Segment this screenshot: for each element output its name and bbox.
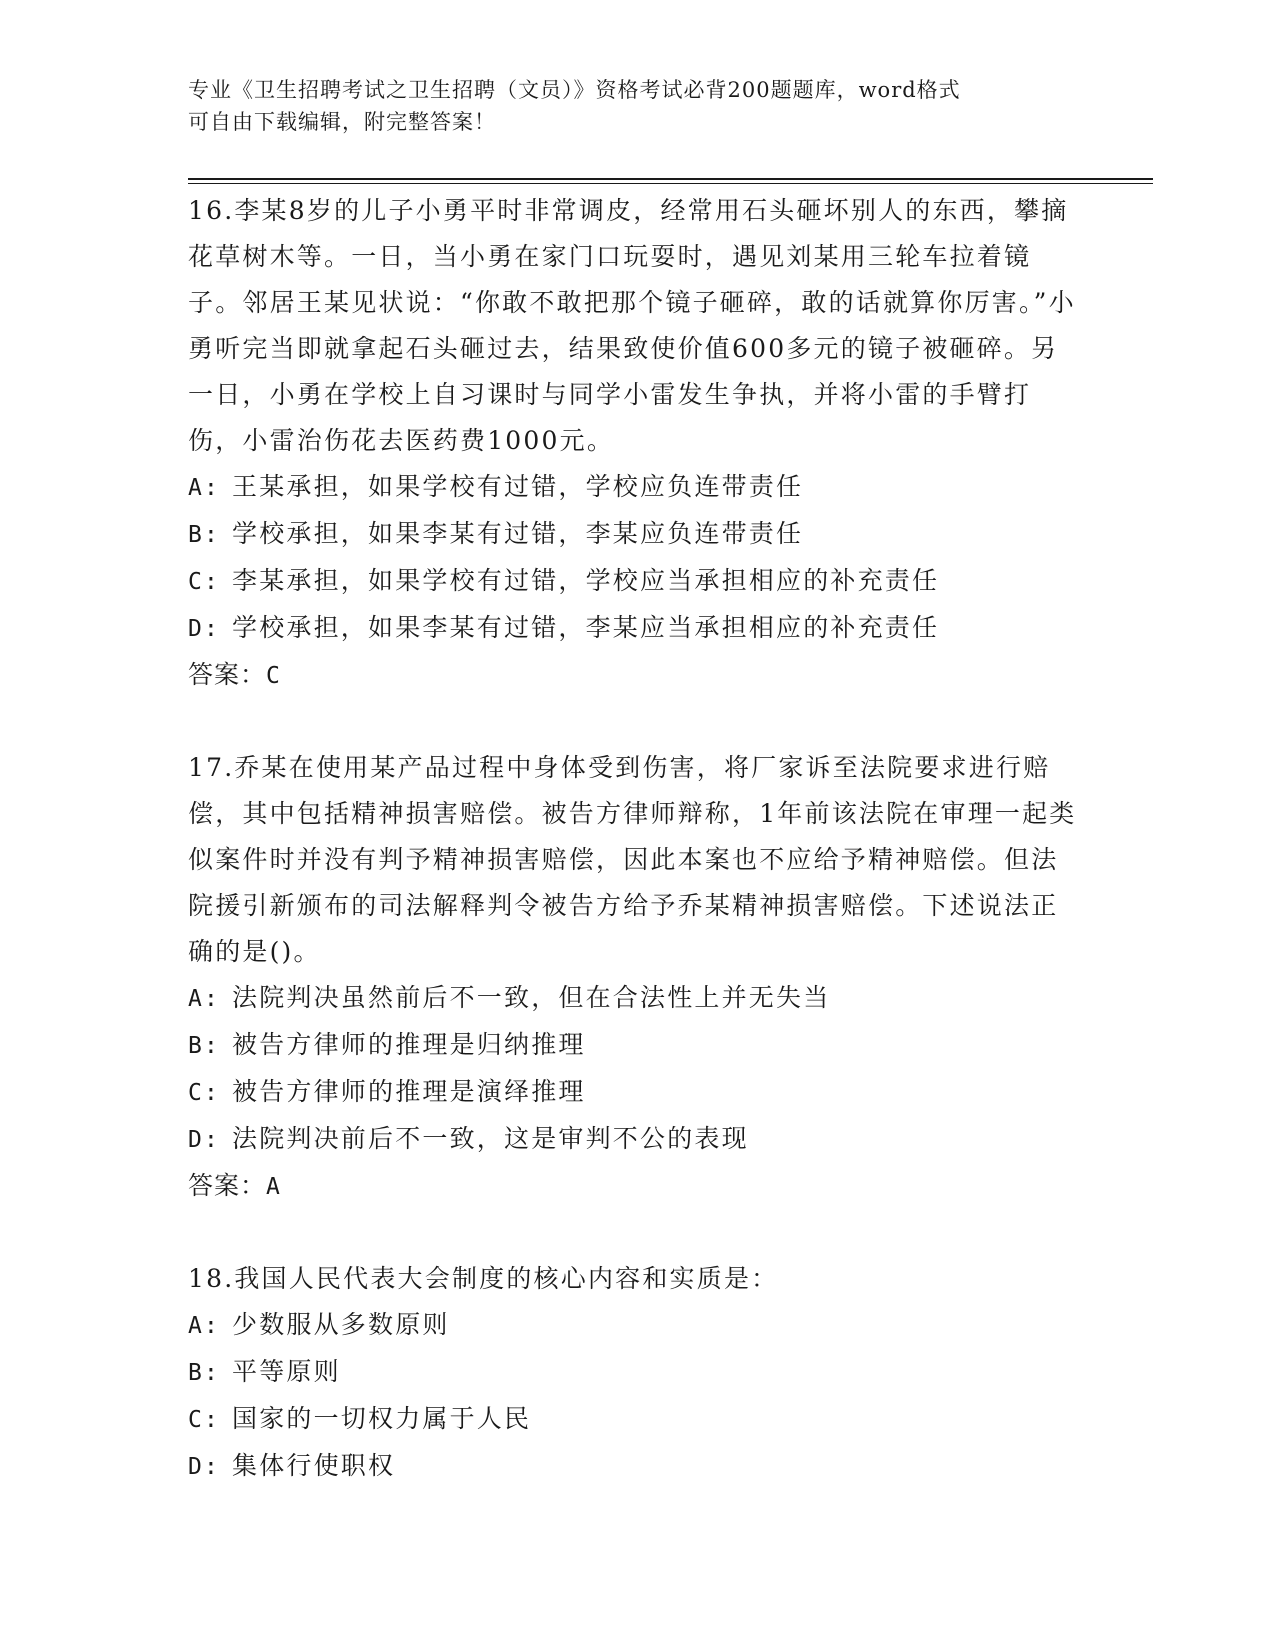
option-d xyxy=(188,1443,1088,1490)
option-text: 被告方律师的推理是归纳推理 xyxy=(232,1030,586,1059)
header-divider-thick xyxy=(188,178,1153,180)
question-stem xyxy=(188,745,1078,975)
question-18 xyxy=(188,1256,1088,1490)
option-text: 王某承担，如果学校有过错，学校应负连带责任 xyxy=(232,472,804,501)
question-text: 我国人民代表大会制度的核心内容和实质是： xyxy=(234,1264,779,1293)
option-letter: C: xyxy=(188,1407,221,1433)
option-letter: B: xyxy=(188,1033,221,1059)
option-text: 法院判决虽然前后不一致，但在合法性上并无失当 xyxy=(232,983,831,1012)
option-c xyxy=(188,1069,1088,1116)
question-stem xyxy=(188,1256,1078,1302)
option-b xyxy=(188,1349,1088,1396)
option-text: 少数服从多数原则 xyxy=(232,1310,450,1339)
spacer xyxy=(188,699,1088,745)
option-b xyxy=(188,1022,1088,1069)
header-line-1: 专业《卫生招聘考试之卫生招聘（文员）》资格考试必背200题题库，word格式 xyxy=(188,78,961,102)
option-d xyxy=(188,1116,1088,1163)
option-a xyxy=(188,975,1088,1022)
option-text: 平等原则 xyxy=(232,1357,341,1386)
answer-label: 答案： xyxy=(188,1171,267,1200)
question-text: 李某8岁的儿子小勇平时非常调皮，经常用石头砸坏别人的东西，攀摘花草树木等。一日，当小勇在家门口玩耍时，遇见刘某用三轮车拉着镜子。邻居王某见状说：“你敢不敢把那个镜子砸碎，敢的话就算你厉害。”小勇听完当即就拿起石头砸过去，结果致使价值600多元的镜子被砸碎。另一日，小勇在学校上自习课时与同学小雷发生争执，并将小雷的手臂打伤，小雷治伤花去医药费1000元。 xyxy=(188,196,1076,455)
option-text: 李某承担，如果学校有过错，学校应当承担相应的补充责任 xyxy=(232,566,940,595)
option-b xyxy=(188,511,1088,558)
option-text: 国家的一切权力属于人民 xyxy=(232,1404,532,1433)
question-number: 18. xyxy=(188,1264,235,1293)
option-letter: C: xyxy=(188,1080,221,1106)
question-number: 17. xyxy=(188,753,235,782)
spacer xyxy=(188,1210,1088,1256)
question-stem xyxy=(188,188,1078,464)
option-letter: B: xyxy=(188,1360,221,1386)
answer-value: C xyxy=(266,663,281,689)
option-a xyxy=(188,1302,1088,1349)
option-text: 学校承担，如果李某有过错，李某应当承担相应的补充责任 xyxy=(232,613,940,642)
option-text: 学校承担，如果李某有过错，李某应负连带责任 xyxy=(232,519,804,548)
question-16 xyxy=(188,188,1088,699)
option-letter: A: xyxy=(188,986,221,1012)
answer-value: A xyxy=(266,1174,281,1200)
option-letter: D: xyxy=(188,1127,221,1153)
document-header xyxy=(188,74,1088,138)
option-letter: C: xyxy=(188,569,221,595)
option-c xyxy=(188,558,1088,605)
option-letter: B: xyxy=(188,522,221,548)
answer-line xyxy=(188,1163,1088,1210)
option-a xyxy=(188,464,1088,511)
option-text: 被告方律师的推理是演绎推理 xyxy=(232,1077,586,1106)
option-text: 法院判决前后不一致，这是审判不公的表现 xyxy=(232,1124,749,1153)
option-letter: D: xyxy=(188,1454,221,1480)
option-text: 集体行使职权 xyxy=(232,1451,396,1480)
option-c xyxy=(188,1396,1088,1443)
option-letter: D: xyxy=(188,616,221,642)
option-letter: A: xyxy=(188,475,221,501)
option-d xyxy=(188,605,1088,652)
question-text: 乔某在使用某产品过程中身体受到伤害，将厂家诉至法院要求进行赔偿，其中包括精神损害赔偿。被告方律师辩称，1年前该法院在审理一起类似案件时并没有判予精神损害赔偿，因此本案也不应给予精神赔偿。但法院援引新颁布的司法解释判令被告方给予乔某精神损害赔偿。下述说法正确的是()。 xyxy=(188,753,1077,966)
header-divider-thin xyxy=(188,183,1153,184)
question-list xyxy=(188,188,1088,1490)
answer-line xyxy=(188,652,1088,699)
answer-label: 答案： xyxy=(188,660,267,689)
header-line-2: 可自由下载编辑，附完整答案！ xyxy=(188,110,496,134)
question-17 xyxy=(188,745,1088,1210)
question-number: 16. xyxy=(188,196,235,225)
option-letter: A: xyxy=(188,1313,221,1339)
